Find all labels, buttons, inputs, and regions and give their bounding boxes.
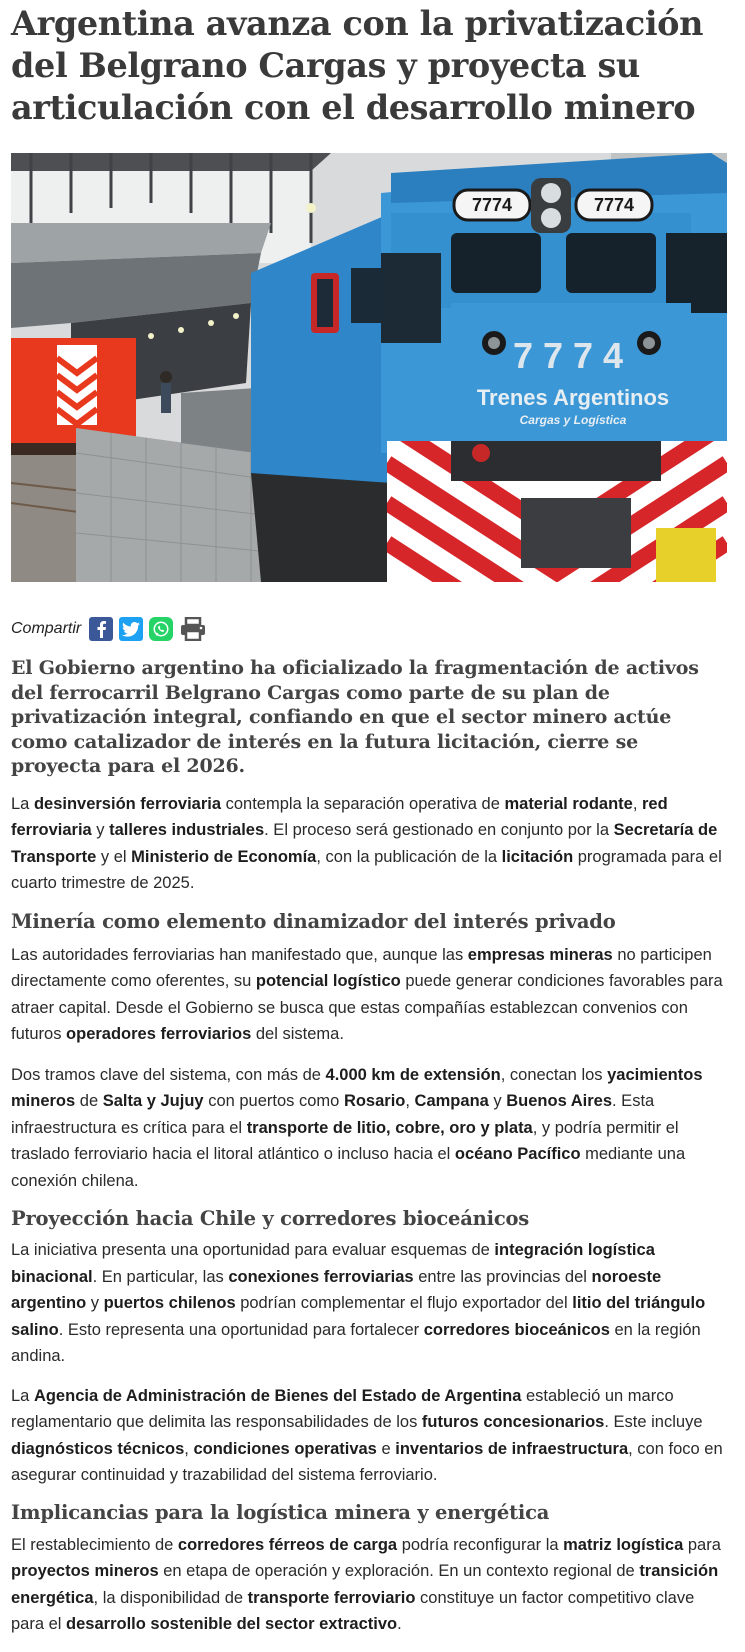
emphasis: operadores ferroviarios <box>66 1025 252 1043</box>
emphasis: inventarios de infraestructura <box>395 1439 629 1458</box>
emphasis: Rosario <box>343 1092 406 1110</box>
article <box>11 0 727 1638</box>
print-button[interactable] <box>179 617 207 641</box>
article-title: Argentina avanza con la privatización del Belgrano Cargas y proyecta su articulación con el desarrollo minero <box>11 4 704 127</box>
body-paragraph-3: Dos tramos clave del sistema, con más de 4.000 km de extensión, conectan los yacimientos mineros de Salta y Jujuy con puertos como Rosario, Campana y Buenos Aires. Esta infraestructura es crítica para el transporte de litio, cobre, oro y plata, y podría permitir el traslado ferroviario hacia el litoral atlántico o incluso hacia el océano Pacífico mediante una conexión chilena. <box>11 1065 703 1190</box>
emphasis: matriz logística <box>563 1535 684 1554</box>
emphasis: talleres industriales <box>109 821 265 839</box>
facebook-share-button[interactable] <box>89 617 113 641</box>
facebook-icon <box>94 620 108 638</box>
share-bar <box>11 614 727 644</box>
emphasis: transporte de litio, cobre, oro y plata <box>246 1118 533 1137</box>
cargas-logistica-logo-text: Cargas y Logística <box>519 413 627 427</box>
emphasis: red ferroviaria <box>11 794 668 839</box>
twitter-icon <box>122 622 140 637</box>
body-paragraph-2: Las autoridades ferroviarias han manifestado que, aunque las empresas mineras no participen directamente como oferentes, su potencial logístico puede generar condiciones favorables para atraer capital. Desde el Gobierno se busca que estas compañías establezcan convenios con futuros operadores ferroviarios del sistema. <box>11 945 723 1043</box>
print-icon <box>180 617 206 641</box>
section-heading-chile: Proyección hacia Chile y corredores bioceánicos <box>11 1207 530 1230</box>
share-label: Compartir <box>11 620 82 637</box>
emphasis: empresas mineras <box>467 945 613 964</box>
emphasis: Secretaría de Transporte <box>11 821 718 866</box>
emphasis: 4.000 km de extensión <box>325 1065 501 1084</box>
emphasis: conexiones ferroviarias <box>228 1267 414 1286</box>
emphasis: yacimientos mineros <box>11 1065 703 1110</box>
emphasis: proyectos mineros <box>11 1562 159 1580</box>
whatsapp-share-button[interactable] <box>149 617 173 641</box>
emphasis: Ministerio de Economía <box>131 847 317 866</box>
loco-front-number: 7774 <box>512 335 634 376</box>
emphasis: integración logística binacional <box>11 1241 655 1286</box>
emphasis: corredores férreos de carga <box>177 1535 398 1554</box>
emphasis: material rodante <box>504 794 633 813</box>
emphasis: condiciones operativas <box>193 1439 377 1458</box>
loco-number-plate-left: 7774 <box>471 195 513 215</box>
twitter-share-button[interactable] <box>119 617 143 641</box>
emphasis: transición energética <box>11 1562 719 1607</box>
section-heading-mineria: Minería como elemento dinamizador del interés privado <box>11 909 616 933</box>
emphasis: licitación <box>501 847 574 866</box>
body-paragraph-5: La Agencia de Administración de Bienes del Estado de Argentina estableció un marco reglamentario que delimita las responsabilidades de los futuros concesionarios. Este incluye diagnósticos técnicos, condiciones operativas e inventarios de infraestructura, con foco en asegurar continuidad y trazabilidad del sistema ferroviario. <box>11 1386 723 1484</box>
trenes-argentinos-logo-text: Trenes Argentinos <box>476 385 670 410</box>
emphasis: transporte ferroviario <box>247 1588 416 1607</box>
emphasis: Salta y Jujuy <box>102 1092 204 1110</box>
emphasis: desarrollo sostenible del sector extractivo <box>66 1615 398 1633</box>
emphasis: desinversión ferroviaria <box>33 794 222 813</box>
emphasis: potencial logístico <box>255 972 401 990</box>
body-paragraph-6: El restablecimiento de corredores férreos de carga podría reconfigurar la matriz logística para proyectos mineros en etapa de operación y exploración. En un contexto regional de transición energética, la disponibilidad de transporte ferroviario constituye un factor competitivo clave para el desarrollo sostenible del sector extractivo. <box>11 1535 721 1633</box>
whatsapp-icon <box>152 620 170 638</box>
emphasis: noroeste argentino <box>11 1267 662 1312</box>
emphasis: Agencia de Administración de Bienes del Estado de Argentina <box>33 1386 522 1405</box>
emphasis: futuros concesionarios <box>421 1413 605 1431</box>
hero-image <box>11 153 727 582</box>
emphasis: océano Pacífico <box>454 1145 581 1163</box>
section-heading-implicancias: Implicancias para la logística minera y energética <box>11 1500 550 1524</box>
article-lede: El Gobierno argentino ha oficializado la fragmentación de activos del ferrocarril Belgrano Cargas como parte de su plan de privatización integral, confiando en que el sector minero actúe como catalizador de interés en la futura licitación, cierre se proyecta para el 2026. <box>11 657 699 777</box>
emphasis: Campana <box>414 1092 489 1110</box>
emphasis: puertos chilenos <box>103 1294 236 1312</box>
body-paragraph-4: La iniciativa presenta una oportunidad para evaluar esquemas de integración logística binacional. En particular, las conexiones ferroviarias entre las provincias del noroeste argentino y puertos chilenos podrían complementar el flujo exportador del litio del triángulo salino. Esto representa una oportunidad para fortalecer corredores bioceánicos en la región andina. <box>11 1241 706 1365</box>
emphasis: diagnósticos técnicos <box>11 1439 185 1458</box>
emphasis: litio del triángulo salino <box>11 1294 706 1339</box>
emphasis: corredores bioceánicos <box>423 1320 610 1339</box>
loco-number-plate-right: 7774 <box>593 195 635 215</box>
emphasis: Buenos Aires <box>506 1092 613 1110</box>
body-paragraph-1: La desinversión ferroviaria contempla la separación operativa de material rodante, red ferroviaria y talleres industriales. El proceso será gestionado en conjunto por la Secretaría de Transporte y el Ministerio de Economía, con la publicación de la licitación programada para el cuarto trimestre de 2025. <box>11 794 722 892</box>
